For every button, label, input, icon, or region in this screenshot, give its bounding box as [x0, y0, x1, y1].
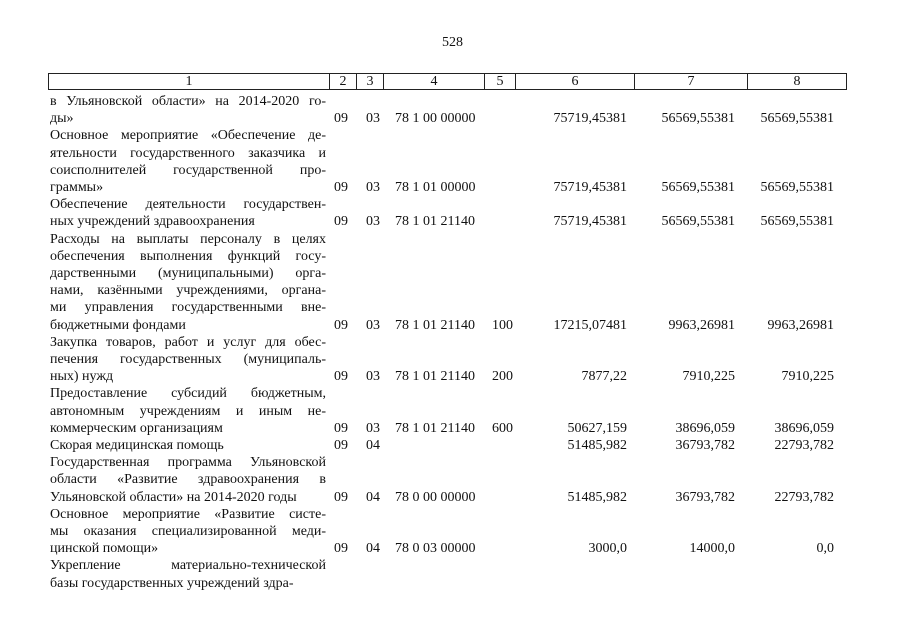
description-line: коммерческим организациям: [50, 420, 223, 436]
description-line: обеспечения выполнения функций госу-: [50, 248, 326, 264]
cell-col-4: 78 0 03 00000: [395, 541, 476, 557]
cell-col-4: 78 1 01 21140: [395, 369, 475, 385]
description-line: ных) нужд: [50, 369, 114, 385]
cell-col-4: 78 1 00 00000: [395, 111, 476, 127]
table-row: [0, 385, 905, 437]
cell-col-8: 9963,26981: [767, 317, 834, 333]
cell-col-2: 09: [334, 317, 348, 333]
description-line: ных учреждений здравоохранения: [50, 214, 255, 230]
description-line: ми управления государственными вне-: [50, 300, 326, 316]
header-col-1: 1: [49, 74, 330, 89]
cell-col-7: 9963,26981: [668, 317, 735, 333]
description-line: ды»: [50, 111, 74, 127]
cell-col-8: 22793,782: [774, 489, 834, 505]
description-line: Закупка товаров, работ и услуг для обес-: [50, 334, 326, 350]
row-description: [50, 93, 326, 127]
cell-col-7: 56569,55381: [661, 179, 735, 195]
cell-col-3: 03: [366, 420, 380, 436]
cell-col-8: 56569,55381: [760, 111, 834, 127]
row-description: [50, 437, 326, 454]
description-line: бюджетными фондами: [50, 317, 186, 333]
row-description: [50, 557, 326, 591]
cell-col-7: 14000,0: [689, 541, 735, 557]
description-line: Скорая медицинская помощь: [50, 438, 224, 453]
cell-col-3: 03: [366, 214, 380, 230]
header-col-3: 3: [357, 74, 384, 89]
table-row: [0, 231, 905, 334]
cell-col-8: 56569,55381: [760, 179, 834, 195]
description-line: дарственными (муниципальными) орга-: [50, 265, 326, 281]
cell-col-4: 78 0 00 00000: [395, 489, 476, 505]
row-description: [50, 196, 326, 230]
description-line: Предоставление субсидий бюджетным,: [50, 386, 326, 402]
cell-col-6: 17215,07481: [553, 317, 627, 333]
row-description: [50, 334, 326, 386]
description-line: Укрепление материально-технической: [50, 558, 326, 574]
description-line: Основное мероприятие «Развитие систе-: [50, 506, 326, 522]
table-row: [0, 93, 905, 127]
description-line: граммы»: [50, 179, 104, 195]
table-row: [0, 127, 905, 196]
description-line: мы оказания специализированной меди-: [50, 523, 326, 539]
table-row: [0, 506, 905, 558]
cell-col-3: 04: [366, 541, 380, 557]
cell-col-4: 78 1 01 21140: [395, 317, 475, 333]
cell-col-7: 36793,782: [675, 489, 735, 505]
cell-col-8: 38696,059: [774, 420, 834, 436]
header-col-5: 5: [485, 74, 516, 89]
cell-col-2: 09: [334, 420, 348, 436]
row-description: [50, 385, 326, 437]
cell-col-7: 36793,782: [675, 438, 735, 453]
cell-col-8: 56569,55381: [760, 214, 834, 230]
cell-col-2: 09: [334, 111, 348, 127]
cell-col-3: 04: [366, 489, 380, 505]
cell-col-3: 03: [366, 317, 380, 333]
header-col-8: 8: [793, 74, 801, 89]
cell-col-5: 600: [492, 420, 513, 436]
cell-col-7: 7910,225: [682, 369, 735, 385]
header-col-2: 2: [330, 74, 357, 89]
description-line: Обеспечение деятельности государствен-: [50, 197, 326, 213]
cell-col-3: 03: [366, 179, 380, 195]
table-row: [0, 437, 905, 454]
description-line: цинской помощи»: [50, 541, 159, 557]
table-header: [48, 73, 847, 90]
cell-col-5: 100: [492, 317, 513, 333]
table-row: [0, 334, 905, 386]
row-description: [50, 454, 326, 506]
description-line: Государственная программа Ульяновской: [50, 455, 326, 471]
cell-col-5: 200: [492, 369, 513, 385]
description-line: ятельности государственного заказчика и: [50, 145, 326, 161]
cell-col-8: 0,0: [816, 541, 834, 557]
cell-col-3: 03: [366, 369, 380, 385]
cell-col-6: 75719,45381: [553, 111, 627, 127]
cell-col-7: 56569,55381: [661, 111, 735, 127]
cell-col-7: 38696,059: [675, 420, 735, 436]
description-line: в Ульяновской области» на 2014-2020 го-: [50, 94, 326, 109]
page-number: 528: [442, 35, 463, 50]
table-row: [0, 454, 905, 506]
cell-col-2: 09: [334, 489, 348, 505]
description-line: печения государственных (муниципаль-: [50, 351, 326, 367]
cell-col-7: 56569,55381: [661, 214, 735, 230]
row-description: [50, 127, 326, 196]
cell-col-4: 78 1 01 21140: [395, 214, 475, 230]
cell-col-8: 22793,782: [774, 438, 834, 453]
cell-col-6: 3000,0: [588, 541, 627, 557]
cell-col-2: 09: [334, 179, 348, 195]
header-col-6: 6: [516, 74, 635, 89]
cell-col-2: 09: [334, 438, 348, 453]
table-row: [0, 557, 905, 591]
header-col-7: 7: [635, 74, 748, 89]
cell-col-2: 09: [334, 541, 348, 557]
description-line: Расходы на выплаты персоналу в целях: [50, 231, 326, 247]
cell-col-4: 78 1 01 21140: [395, 420, 475, 436]
description-line: автономным учреждениям и иным не-: [50, 403, 326, 419]
header-col-4: 4: [384, 74, 485, 89]
cell-col-8: 7910,225: [781, 369, 834, 385]
description-line: Основное мероприятие «Обеспечение де-: [50, 128, 326, 144]
description-line: Ульяновской области» на 2014-2020 годы: [50, 489, 297, 505]
table-row: [0, 196, 905, 230]
cell-col-2: 09: [334, 369, 348, 385]
description-line: базы государственных учреждений здра-: [50, 575, 294, 591]
row-description: [50, 231, 326, 334]
cell-col-3: 03: [366, 111, 380, 127]
cell-col-6: 51485,982: [567, 489, 627, 505]
cell-col-3: 04: [366, 438, 380, 453]
cell-col-6: 7877,22: [581, 369, 627, 385]
cell-col-6: 75719,45381: [553, 214, 627, 230]
cell-col-6: 50627,159: [567, 420, 627, 436]
description-line: нами, казёнными учреждениями, органа-: [50, 283, 326, 299]
description-line: соисполнителей государственной про-: [50, 162, 326, 178]
description-line: области «Развитие здравоохранения в: [50, 472, 326, 488]
cell-col-2: 09: [334, 214, 348, 230]
cell-col-4: 78 1 01 00000: [395, 179, 476, 195]
row-description: [50, 506, 326, 558]
cell-col-6: 51485,982: [567, 438, 627, 453]
cell-col-6: 75719,45381: [553, 179, 627, 195]
